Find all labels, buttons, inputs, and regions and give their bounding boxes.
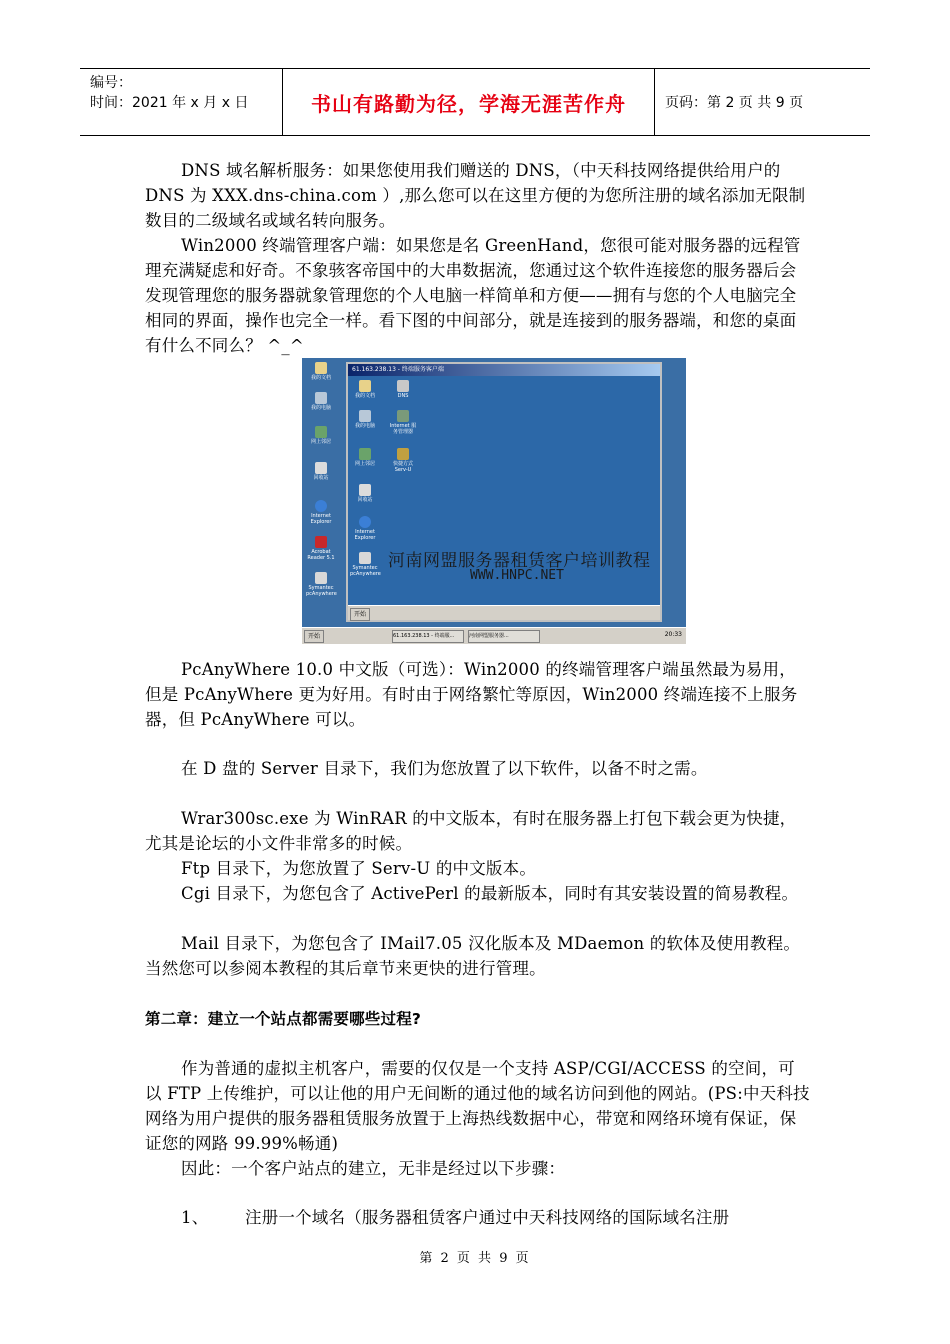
- desktop-icon-computer: 我的电脑: [306, 392, 336, 411]
- terminal-window: [346, 362, 662, 622]
- watermark-title: 河南网盟服务器租赁客户培训教程: [388, 551, 651, 571]
- page-footer: 第 2 页 共 9 页: [419, 1251, 531, 1266]
- inner-taskbar: [348, 605, 660, 620]
- list-item-number: 1、: [181, 1208, 209, 1227]
- paragraph-winrar: Wrar300sc.exe 为 WinRAR 的中文版本，有时在服务器上打包下载会更为快捷，尤其是论坛的小文件非常多的时候。: [145, 809, 797, 853]
- paragraph-therefore: 因此：一个客户站点的建立，无非是经过以下步骤：: [181, 1159, 566, 1178]
- watermark-url: WWW.HNPC.NET: [470, 568, 564, 583]
- header-page: 页码：第 2 页 共 9 页: [665, 95, 804, 111]
- list-item-1: [145, 1205, 810, 1230]
- inner-icon-dns: DNS: [388, 380, 418, 399]
- inner-icon-recycle: 回收站: [350, 484, 380, 503]
- taskbar-item-hnpc: 河南网盟服务器...: [468, 630, 540, 643]
- paragraph-virtual-host: 作为普通的虚拟主机客户，需要的仅仅是一个支持 ASP/CGI/ACCESS 的空间，可以 FTP 上传维护，可以让他的用户无间断的通过他的域名访问到他的网站。(PS:中天科技网络为用户提供的服务器租赁服务放置于上海热线数据中心，带宽和网络环境有保证，保证您的网路 99.99%畅通): [145, 1059, 810, 1153]
- list-item-text: 注册一个域名（服务器租赁客户通过中天科技网络的国际域名注册: [245, 1208, 730, 1227]
- chapter-heading: 第二章：建立一个站点都需要哪些过程?: [145, 1010, 422, 1028]
- inner-icon-network: 网上邻居: [350, 448, 380, 467]
- paragraph-win2000: Win2000 终端管理客户端：如果您是名 GreenHand，您很可能对服务器的远程管理充满疑虑和好奇。不象骇客帝国中的大串数据流，您通过这个软件连接您的服务器后会发现管理您的服务器就象管理您的个人电脑一样简单和方便——拥有与您的个人电脑完全相同的界面，操作也完全一样。看下图的中间部分，就是连接到的服务器端，和您的桌面有什么不同么？ ^_^: [145, 236, 801, 355]
- header-date: 时间：2021 年 x 月 x 日: [90, 95, 249, 111]
- inner-icon-iis: Internet 服务管理器: [388, 410, 418, 435]
- paragraph-mail: Mail 目录下，为您包含了 IMail7.05 汉化版本及 MDaemon 的软体及使用教程。当然您可以参阅本教程的其后章节来更快的进行管理。: [145, 934, 801, 978]
- desktop-icon-recycle: 回收站: [306, 462, 336, 481]
- inner-icon-computer: 我的电脑: [350, 410, 380, 429]
- inner-icon-pcanywhere: Symantec pcAnywhere: [350, 552, 380, 577]
- header-motto: 书山有路勤为径，学海无涯苦作舟: [283, 69, 655, 135]
- outer-start-button: 开始: [304, 630, 324, 643]
- desktop-icon-pcanywhere: Symantec pcAnywhere: [306, 572, 336, 597]
- taskbar-item-terminal: 61.163.238.13 - 终端服...: [392, 630, 464, 643]
- paragraph-pcanywhere: PcAnyWhere 10.0 中文版（可选）：Win2000 的终端管理客户端虽然最为易用，但是 PcAnyWhere 更为好用。有时由于网络繁忙等原因，Win2000 终端连接不上服务器，但 PcAnyWhere 可以。: [145, 660, 798, 729]
- paragraph-server-dir: 在 D 盘的 Server 目录下，我们为您放置了以下软件，以备不时之需。: [181, 759, 708, 778]
- header-number: 编号：: [90, 75, 132, 91]
- paragraph-ftp: Ftp 目录下，为您放置了 Serv-U 的中文版本。: [181, 859, 537, 878]
- header-info: [80, 69, 283, 135]
- inner-icon-ie: Internet Explorer: [350, 516, 380, 541]
- page-header: [80, 68, 870, 136]
- inner-icon-servu: 快捷方式 Serv-U: [388, 448, 418, 473]
- desktop-icon-network: 网上邻居: [306, 426, 336, 445]
- desktop-icon-acrobat: Acrobat Reader 5.1: [306, 536, 336, 561]
- outer-taskbar: [302, 627, 686, 644]
- taskbar-clock: 20:33: [664, 631, 682, 638]
- inner-start-button: 开始: [350, 608, 370, 621]
- paragraph-cgi: Cgi 目录下，为您包含了 ActivePerl 的最新版本，同时有其安装设置的简易教程。: [181, 884, 799, 903]
- desktop-icon-ie: Internet Explorer: [306, 500, 336, 525]
- remote-desktop-screenshot: [302, 358, 686, 644]
- paragraph-dns: DNS 域名解析服务：如果您使用我们赠送的 DNS，（中天科技网络提供给用户的 DNS 为 XXX.dns-china.com ）,那么您可以在这里方便的为您所注册的域名添加无限制数目的二级域名或域名转向服务。: [145, 161, 806, 230]
- inner-icon-documents: 我的文档: [350, 380, 380, 399]
- terminal-window-title: 61.163.238.13 - 终端服务客户端: [348, 364, 660, 376]
- desktop-icon-documents: 我的文档: [306, 362, 336, 381]
